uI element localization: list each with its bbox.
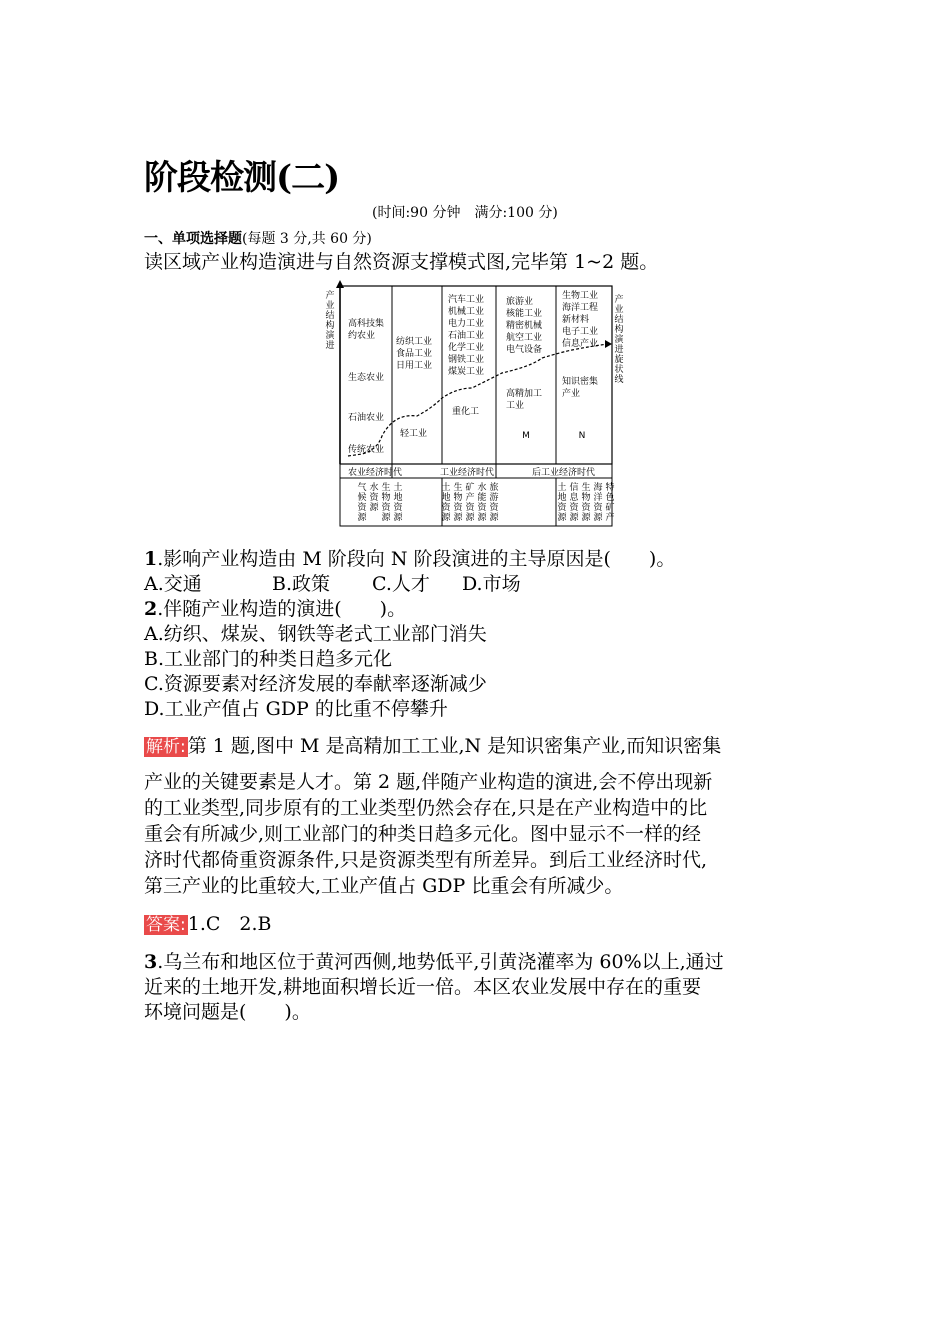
- heavy-industry-item: 电力工业: [448, 319, 485, 329]
- intro-text: 读区域产业构造演进与自然资源支撑模式图,完毕第 1~2 题。: [144, 251, 659, 273]
- q2-option-a: A.纺织、煤炭、钢铁等老式工业部门消失: [144, 623, 487, 645]
- m-stage-item: 旅游业: [506, 297, 534, 307]
- answer-tag: 答案:: [146, 915, 186, 935]
- resource-post-industrial: 土: [557, 483, 567, 493]
- analysis-text-1: 第 1 题,图中 M 是高精加工工业,N 是知识密集产业,而知识密集: [187, 735, 722, 757]
- resource-industrial: 资: [477, 503, 487, 513]
- n-stage-item: 生物工业: [562, 291, 599, 301]
- n-stage-item: 海洋工程: [562, 303, 599, 313]
- resource-post-industrial: 源: [557, 513, 567, 523]
- resource-industrial: 源: [477, 513, 487, 523]
- resource-agricultural: 源: [393, 513, 403, 523]
- spiral-line-label: 演: [614, 335, 624, 345]
- resource-industrial: 源: [465, 513, 475, 523]
- spiral-line-label: 线: [614, 375, 624, 385]
- agri-item: 传统农业: [348, 445, 385, 455]
- spiral-line-label: 业: [614, 305, 624, 315]
- resource-agricultural: 源: [381, 513, 391, 523]
- analysis-line-6: 第三产业的比重较大,工业产值占 GDP 比重会有所减少。: [144, 875, 624, 897]
- analysis-line-4: 重会有所减少,则工业部门的种类日趋多元化。图中显示不一样的经: [144, 823, 702, 845]
- agri-item: 约农业: [348, 331, 376, 341]
- spiral-line-label: 产: [614, 295, 624, 305]
- agri-item: 生态农业: [348, 373, 385, 383]
- resource-post-industrial: 资: [581, 503, 591, 513]
- m-stage-item: 高精加工: [506, 389, 543, 399]
- y-axis-label: 演: [325, 331, 335, 341]
- agri-item: 高科技集: [348, 319, 385, 329]
- section-heading: [144, 228, 372, 248]
- light-industry-item: 日用工业: [396, 361, 433, 371]
- light-industry-item: 食品工业: [396, 349, 433, 359]
- resource-post-industrial: 资: [557, 503, 567, 513]
- resource-industrial: 资: [453, 503, 463, 513]
- y-axis-label: 进: [325, 341, 335, 351]
- page-title: 阶段检测(二): [144, 158, 340, 198]
- q2-option-b: B.工业部门的种类日趋多元化: [144, 648, 393, 670]
- resource-agricultural: 资: [393, 503, 403, 513]
- resource-industrial: 土: [441, 483, 451, 493]
- resource-agricultural: 源: [357, 513, 367, 523]
- resource-agricultural: 生: [381, 483, 391, 493]
- resource-industrial: 游: [489, 493, 499, 503]
- q3-text-2: 近来的土地开发,耕地面积增长近一倍。本区农业发展中存在的重要: [144, 976, 702, 998]
- light-industry-item: 轻工业: [400, 429, 428, 439]
- heavy-industry-item: 石油工业: [448, 331, 485, 341]
- resource-industrial: 资: [489, 503, 499, 513]
- resource-industrial: 地: [441, 493, 451, 503]
- analysis-line-2: 产业的关键要素是人才。第 2 题,伴随产业构造的演进,会不停出现新: [144, 771, 713, 793]
- q1-option-b: B.政策: [272, 573, 331, 595]
- resource-agricultural: 源: [369, 503, 379, 513]
- resource-post-industrial: 生: [581, 483, 591, 493]
- resource-industrial: 水: [477, 483, 487, 493]
- q3-number: 3: [144, 951, 158, 973]
- n-stage-item: 电子工业: [562, 327, 599, 337]
- y-axis-label: 构: [325, 321, 335, 331]
- analysis-line-5: 济时代都倚重资源条件,只是资源类型有所差异。到后工业经济时代,: [144, 849, 708, 871]
- light-industry-item: 纺织工业: [396, 337, 433, 347]
- resource-post-industrial: 海: [593, 483, 603, 493]
- n-stage-item: 知识密集: [562, 377, 599, 387]
- resource-post-industrial: 矿: [605, 503, 615, 513]
- m-stage-item: 航空工业: [506, 333, 543, 343]
- resource-industrial: 源: [453, 513, 463, 523]
- resource-post-industrial: 洋: [593, 493, 603, 503]
- resource-agricultural: 地: [393, 493, 403, 503]
- spiral-line-label: 结: [614, 315, 624, 325]
- heavy-industry-item: 煤炭工业: [448, 367, 485, 377]
- resource-agricultural: 资: [381, 503, 391, 513]
- resource-industrial: 资: [465, 503, 475, 513]
- agri-item: 石油农业: [348, 413, 385, 423]
- q1-option-a: A.交通: [144, 573, 202, 595]
- resource-industrial: 资: [441, 503, 451, 513]
- question-2: [144, 597, 406, 621]
- spiral-line-label: 进: [614, 345, 624, 355]
- resource-agricultural: 资: [357, 503, 367, 513]
- resource-agricultural: 资: [369, 493, 379, 503]
- m-stage-item: 精密机械: [506, 321, 543, 331]
- q2-option-c: C.资源要素对经济发展的奉献率逐渐减少: [144, 673, 487, 695]
- question-3: [144, 950, 724, 974]
- resource-agricultural: 土: [393, 483, 403, 493]
- n-stage-item: 新材料: [562, 315, 590, 325]
- resource-agricultural: 气: [357, 483, 367, 493]
- resource-post-industrial: 息: [569, 493, 579, 503]
- resource-industrial: 物: [453, 493, 463, 503]
- resource-post-industrial: 特: [605, 483, 615, 493]
- m-stage-item: 工业: [506, 401, 525, 411]
- resource-industrial: 旅: [489, 483, 499, 493]
- resource-post-industrial: 源: [593, 513, 603, 523]
- q1-options: [144, 572, 521, 596]
- era-post-industrial: 后工业经济时代: [532, 468, 596, 478]
- resource-agricultural: 水: [369, 483, 379, 493]
- analysis-tag: 解析:: [146, 737, 186, 757]
- section-label: 一、单项选择题: [144, 231, 242, 247]
- era-industrial: 工业经济时代: [440, 468, 495, 478]
- resource-post-industrial: 色: [605, 493, 615, 503]
- resource-post-industrial: 资: [593, 503, 603, 513]
- resource-post-industrial: 产: [605, 513, 615, 523]
- resource-post-industrial: 物: [581, 493, 591, 503]
- m-stage-item: 电气设备: [506, 345, 543, 355]
- heavy-industry-item: 重化工: [452, 407, 480, 417]
- y-axis-label: 业: [325, 301, 335, 311]
- resource-agricultural: 物: [381, 493, 391, 503]
- resource-post-industrial: 资: [569, 503, 579, 513]
- q3-text-1: .乌兰布和地区位于黄河西侧,地势低平,引黄浇灌率为 60%以上,通过: [157, 951, 724, 973]
- resource-post-industrial: 源: [581, 513, 591, 523]
- q1-text: .影响产业构造由 M 阶段向 N 阶段演进的主导原因是( )。: [157, 548, 676, 570]
- analysis-line-3: 的工业类型,同步原有的工业类型仍然会存在,只是在产业构造中的比: [144, 797, 708, 819]
- industry-structure-figure: [322, 278, 624, 528]
- answer-line: [144, 912, 272, 937]
- resource-post-industrial: 信: [569, 483, 579, 493]
- n-stage-item: N: [578, 431, 586, 441]
- exam-info: (时间:90 分钟 满分:100 分): [372, 205, 558, 221]
- n-stage-item: 产业: [562, 389, 581, 399]
- resource-post-industrial: 地: [557, 493, 567, 503]
- resource-industrial: 源: [489, 513, 499, 523]
- resource-industrial: 产: [465, 493, 475, 503]
- q3-text-3: 环境问题是( )。: [144, 1001, 311, 1023]
- q1-option-c: C.人才: [372, 573, 430, 595]
- resource-agricultural: 候: [357, 493, 367, 503]
- resource-industrial: 矿: [465, 483, 475, 493]
- q2-option-d: D.工业产值占 GDP 的比重不停攀升: [144, 698, 448, 720]
- q1-option-d: D.市场: [462, 573, 521, 595]
- section-note: (每题 3 分,共 60 分): [242, 231, 372, 247]
- heavy-industry-item: 机械工业: [448, 307, 485, 317]
- analysis-line-1: [144, 734, 721, 759]
- m-stage-item: 核能工业: [506, 309, 543, 319]
- q2-number: 2: [144, 598, 158, 620]
- spiral-line-label: 旋: [614, 355, 624, 365]
- heavy-industry-item: 汽车工业: [448, 295, 485, 305]
- answer-text: 1.C 2.B: [187, 913, 272, 935]
- spiral-line-label: 状: [614, 365, 624, 375]
- heavy-industry-item: 钢铁工业: [448, 355, 485, 365]
- resource-industrial: 能: [477, 493, 487, 503]
- resource-post-industrial: 源: [569, 513, 579, 523]
- heavy-industry-item: 化学工业: [448, 343, 485, 353]
- m-stage-item: M: [522, 431, 530, 441]
- n-stage-item: 信息产业: [562, 339, 599, 349]
- question-1: [144, 547, 675, 571]
- era-agricultural: 农业经济时代: [348, 468, 403, 478]
- resource-industrial: 生: [453, 483, 463, 493]
- resource-industrial: 源: [441, 513, 451, 523]
- y-axis-label: 产: [325, 291, 335, 301]
- spiral-line-label: 构: [614, 325, 624, 335]
- y-axis-label: 结: [325, 311, 335, 321]
- q2-text: .伴随产业构造的演进( )。: [157, 598, 407, 620]
- q1-number: 1: [144, 548, 158, 570]
